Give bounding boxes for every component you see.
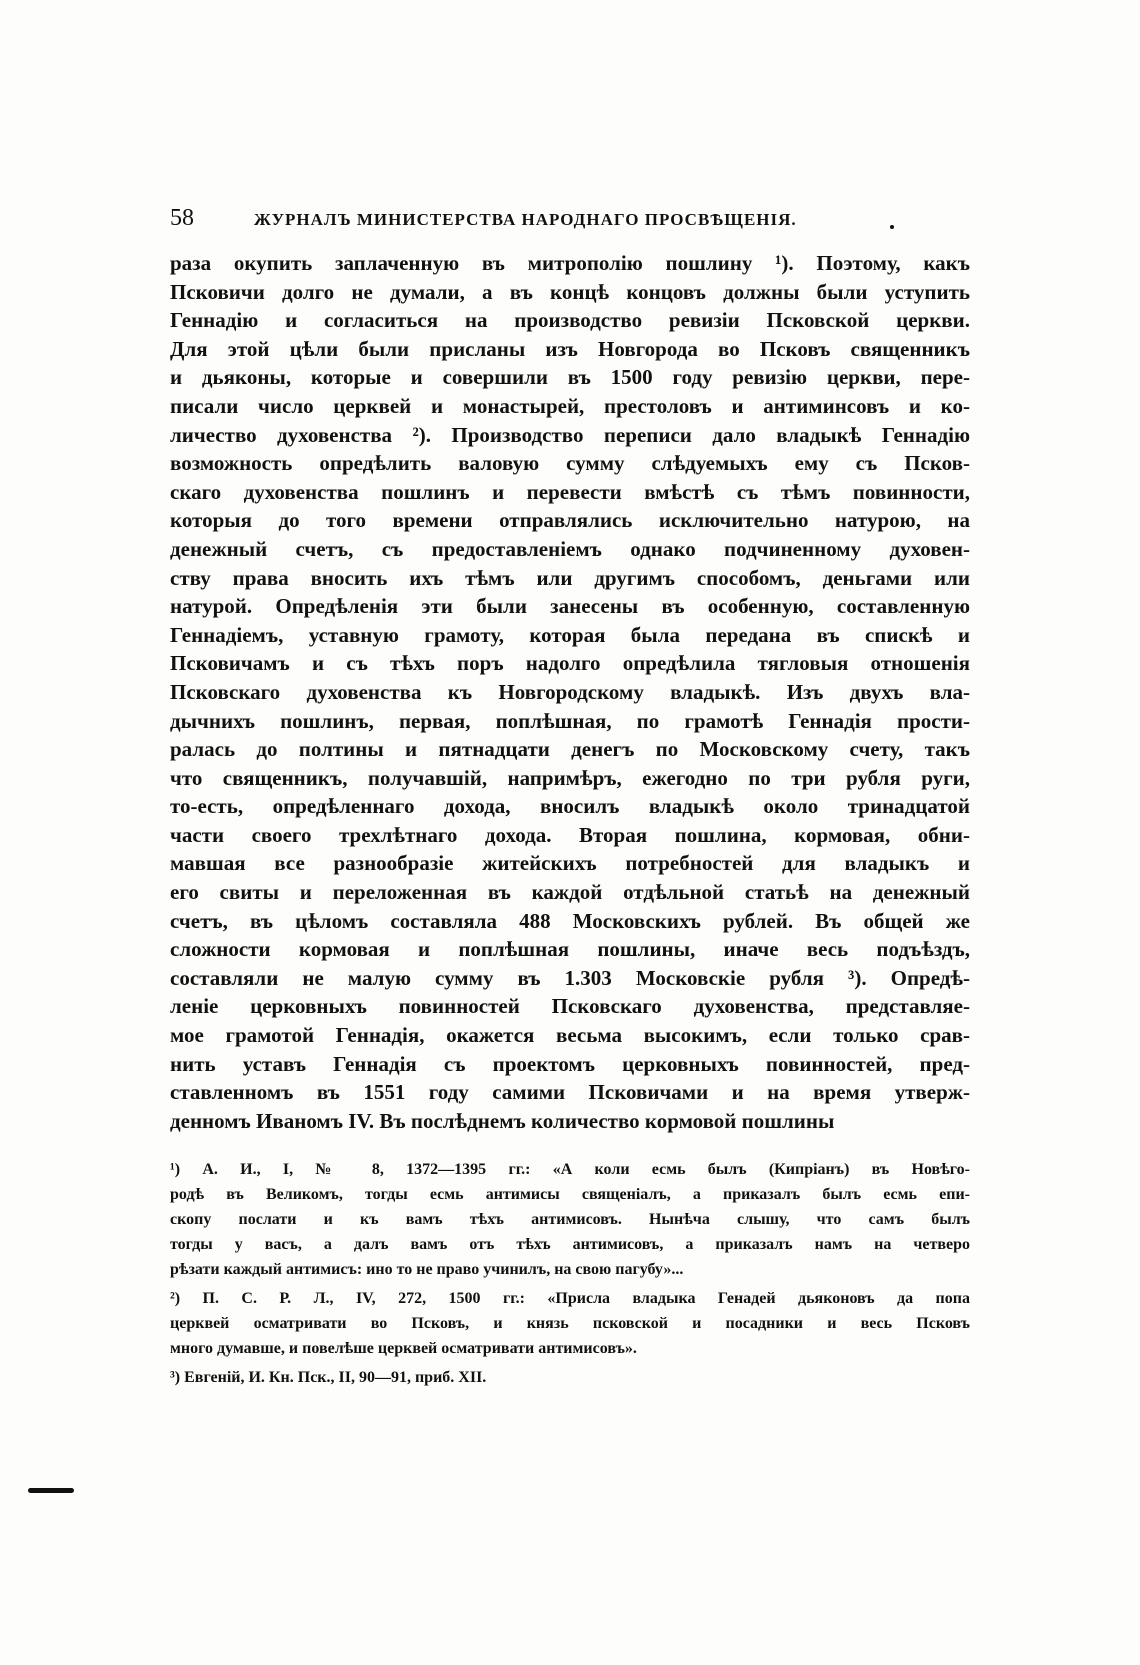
footnote-line: ²) П. С. Р. Л., IV, 272, 1500 гг.: «Присла владыка Генадей дьяконовъ да попа [170, 1290, 970, 1308]
page-header [170, 205, 970, 239]
footnote-line: скопу послати и къ вамъ тѣхъ антимисовъ. Нынѣча слышу, что самъ былъ [170, 1211, 970, 1229]
footnote-line: ³) Евгеній, И. Кн. Пск., II, 90—91, приб. XII. [170, 1369, 487, 1387]
body-line: счетъ, въ цѣломъ составляла 488 Московскихъ рублей. Въ общей же [170, 908, 970, 933]
body-line: ству права вносить ихъ тѣмъ или другимъ способомъ, деньгами или [170, 565, 970, 590]
body-line: Геннадію и согласиться на производство ревизіи Псковской церкви. [170, 308, 970, 333]
body-line: натурой. Опредѣленія эти были занесены въ особенную, составленную [170, 594, 970, 619]
body-line: Псковичи долго не думали, а въ концѣ концовъ должны были уступить [170, 279, 970, 304]
body-line: то-есть, опредѣленнаго дохода, вносилъ владыкѣ около тринадцатой [170, 794, 970, 819]
body-line: и дьяконы, которые и совершили въ 1500 году ревизію церкви, пере- [170, 365, 970, 390]
footnote-line: рѣзати каждый антимисъ: ино то не право учинилъ, на свою пагубу»... [170, 1261, 684, 1279]
body-line: денномъ Иваномъ IV. Въ послѣднемъ количество кормовой пошлины [170, 1108, 835, 1133]
body-line: ставленномъ въ 1551 году самими Псковичами и на время утверж- [170, 1080, 970, 1105]
body-line: Геннадіемъ, уставную грамоту, которая была передана въ спискѣ и [170, 622, 970, 647]
body-line: мое грамотой Геннадія, окажется весьма высокимъ, если только срав- [170, 1023, 970, 1048]
body-line: писали число церквей и монастырей, престоловъ и антиминсовъ и ко- [170, 393, 970, 418]
body-line: сложности кормовая и поплѣшная пошлины, иначе весь подъѣздъ, [170, 937, 970, 962]
body-line: части своего трехлѣтнаго дохода. Вторая пошлина, кормовая, обни- [170, 822, 970, 847]
footnote-line: много думавше, и повелѣше церквей осматривати антимисовъ». [170, 1340, 637, 1358]
body-line: раза окупить заплаченную въ митрополію пошлину ¹). Поэтому, какъ [170, 251, 970, 275]
footnote-line: ¹) А. И., I, № 8, 1372—1395 гг.: «А коли есмь былъ (Кипріанъ) въ Новѣго- [170, 1161, 970, 1179]
running-title: ЖУРНАЛЪ МИНИСТЕРСТВА НАРОДНАГО ПРОСВѢЩЕНІЯ. [254, 210, 797, 229]
body-line: Псковичамъ и съ тѣхъ поръ надолго опредѣлила тягловыя отношенія [170, 651, 970, 676]
document-page [170, 205, 970, 1390]
body-line: его свиты и переложенная въ каждой отдѣльной статьѣ на денежный [170, 880, 970, 905]
footnote [170, 1157, 970, 1282]
footnote-line: тогды у васъ, а далъ вамъ отъ тѣхъ антимисовъ, а приказалъ намъ на четверо [170, 1236, 970, 1254]
body-line: денежный счетъ, съ предоставленіемъ однако подчиненному духовен- [170, 536, 970, 561]
body-text [170, 249, 970, 1135]
body-line: что священникъ, получавшій, напримѣръ, ежегодно по три рубля руги, [170, 765, 970, 790]
body-line: которыя до того времени отправлялись исключительно натурою, на [170, 508, 970, 533]
body-line: дычнихъ пошлинъ, первая, поплѣшная, по грамотѣ Геннадія прости- [170, 708, 970, 733]
body-line: нить уставъ Геннадія съ проектомъ церковныхъ повинностей, пред- [170, 1051, 970, 1076]
footnote-line: родѣ въ Великомъ, тогды есмь антимисы священіалъ, а приказалъ былъ есмь епи- [170, 1186, 970, 1204]
scan-dash [28, 1488, 74, 1493]
body-line: мавшая все разнообразіе житейскихъ потребностей для владыкъ и [170, 851, 970, 876]
page-number: 58 [170, 205, 194, 231]
footnote-line: церквей осматривати во Псковъ, и князь псковской и посадники и весь Псковъ [170, 1315, 970, 1333]
body-line: личество духовенства ²). Производство переписи дало владыкѣ Геннадію [170, 422, 970, 447]
body-line: леніе церковныхъ повинностей Псковскаго духовенства, представляе- [170, 994, 970, 1019]
footnote [170, 1286, 970, 1361]
body-line: Для этой цѣли были присланы изъ Новгорода во Псковъ священникъ [170, 336, 970, 361]
body-line: возможность опредѣлить валовую сумму слѣдуемыхъ ему съ Псков- [170, 451, 970, 476]
body-line: Псковскаго духовенства къ Новгородскому владыкѣ. Изъ двухъ вла- [170, 679, 970, 704]
scan-dot [890, 225, 894, 229]
body-line: скаго духовенства пошлинъ и перевести вмѣстѣ съ тѣмъ повинности, [170, 479, 970, 504]
body-line: составляли не малую сумму въ 1.303 Московскіе рубля ³). Опредѣ- [170, 965, 970, 990]
body-line: ралась до полтины и пятнадцати денегъ по Московскому счету, такъ [170, 737, 970, 762]
footnote [170, 1365, 970, 1390]
footnotes [170, 1157, 970, 1390]
